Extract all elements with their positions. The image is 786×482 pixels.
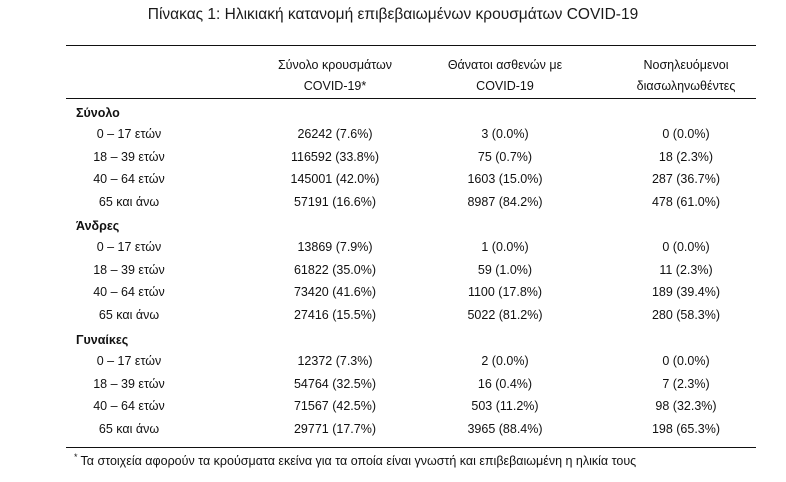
cases-cell: 71567 (42.5%) <box>293 399 376 414</box>
cases-cell: 26242 (7.6%) <box>297 127 373 141</box>
table-top-rule <box>66 45 756 46</box>
deaths-cell: 5022 (81.2%) <box>467 308 543 323</box>
intubated-cell: 11 (2.3%) <box>659 262 713 277</box>
footnote-mark: * <box>74 452 78 462</box>
deaths-cell: 8987 (84.2%) <box>467 195 543 210</box>
age-cell: 18 – 39 ετών <box>93 149 165 164</box>
cases-cell: 27416 (15.5%) <box>293 308 376 323</box>
column-header-line: διασωληνωθέντες <box>636 79 736 93</box>
cases-cell: 29771 (17.7%) <box>293 422 376 437</box>
age-cell: 0 – 17 ετών <box>96 127 162 141</box>
column-header-intubated <box>586 55 786 97</box>
table-row <box>0 150 786 172</box>
intubated-cell: 0 (0.0%) <box>662 354 710 368</box>
deaths-cell: 1100 (17.8%) <box>467 285 543 300</box>
group-label: Άνδρες <box>76 219 120 233</box>
age-cell: 65 και άνω <box>98 422 160 437</box>
intubated-cell: 287 (36.7%) <box>651 172 721 187</box>
deaths-cell: 1603 (15.0%) <box>467 172 543 187</box>
column-header-line: Νοσηλευόμενοι <box>643 58 729 72</box>
cases-cell: 57191 (16.6%) <box>293 195 376 210</box>
footnote <box>74 452 636 468</box>
table-row <box>0 240 786 262</box>
column-header-deaths <box>405 55 605 97</box>
intubated-cell: 478 (61.0%) <box>651 195 721 210</box>
deaths-cell: 1 (0.0%) <box>481 240 529 254</box>
intubated-cell: 0 (0.0%) <box>662 127 710 141</box>
intubated-cell: 280 (58.3%) <box>651 308 721 323</box>
table-row <box>0 172 786 194</box>
intubated-cell: 198 (65.3%) <box>651 422 721 437</box>
column-header-line: Σύνολο κρουσμάτων <box>277 58 393 72</box>
group-label: Σύνολο <box>76 106 120 120</box>
cases-cell: 116592 (33.8%) <box>290 149 380 164</box>
table-row <box>0 422 786 444</box>
age-cell: 40 – 64 ετών <box>93 285 165 300</box>
table-row <box>0 285 786 307</box>
cases-cell: 61822 (35.0%) <box>293 262 376 277</box>
cases-cell: 13869 (7.9%) <box>297 240 373 254</box>
intubated-cell: 0 (0.0%) <box>662 240 710 254</box>
cases-cell: 145001 (42.0%) <box>290 172 380 187</box>
intubated-cell: 7 (2.3%) <box>662 376 710 391</box>
table-bottom-rule <box>66 447 756 448</box>
table-row <box>0 263 786 285</box>
group-label: Γυναίκες <box>76 333 129 347</box>
age-cell: 18 – 39 ετών <box>93 376 165 391</box>
age-cell: 18 – 39 ετών <box>93 262 165 277</box>
deaths-cell: 59 (1.0%) <box>477 262 533 277</box>
cases-cell: 12372 (7.3%) <box>297 354 373 368</box>
table-row <box>0 377 786 399</box>
age-cell: 0 – 17 ετών <box>96 354 162 368</box>
deaths-cell: 16 (0.4%) <box>477 376 533 391</box>
table-title: Πίνακας 1: Ηλικιακή κατανομή επιβεβαιωμένων κρουσμάτων COVID-19 <box>147 6 639 23</box>
footnote-text: Τα στοιχεία αφορούν τα κρούσματα εκείνα για τα οποία είναι γνωστή και επιβεβαιωμένη η ηλικία τους <box>80 454 637 468</box>
age-cell: 65 και άνω <box>98 308 160 323</box>
age-cell: 65 και άνω <box>98 195 160 210</box>
table-row <box>0 195 786 217</box>
deaths-cell: 2 (0.0%) <box>481 354 529 368</box>
header-divider-rule <box>66 98 756 99</box>
deaths-cell: 3 (0.0%) <box>481 127 529 141</box>
deaths-cell: 75 (0.7%) <box>477 149 533 164</box>
age-cell: 0 – 17 ετών <box>96 240 162 254</box>
table-row <box>0 399 786 421</box>
intubated-cell: 18 (2.3%) <box>658 149 714 164</box>
column-header-line: Θάνατοι ασθενών με <box>447 58 563 72</box>
column-header-line: COVID-19* <box>303 79 367 93</box>
table-row <box>0 127 786 149</box>
deaths-cell: 3965 (88.4%) <box>467 422 543 437</box>
cases-cell: 54764 (32.5%) <box>293 376 376 391</box>
intubated-cell: 189 (39.4%) <box>651 285 721 300</box>
table-row <box>0 354 786 376</box>
intubated-cell: 98 (32.3%) <box>655 399 717 414</box>
column-header-line: COVID-19 <box>476 79 534 93</box>
deaths-cell: 503 (11.2%) <box>471 399 539 414</box>
table-row <box>0 308 786 330</box>
age-cell: 40 – 64 ετών <box>93 172 165 187</box>
cases-cell: 73420 (41.6%) <box>293 285 376 300</box>
age-cell: 40 – 64 ετών <box>93 399 165 414</box>
